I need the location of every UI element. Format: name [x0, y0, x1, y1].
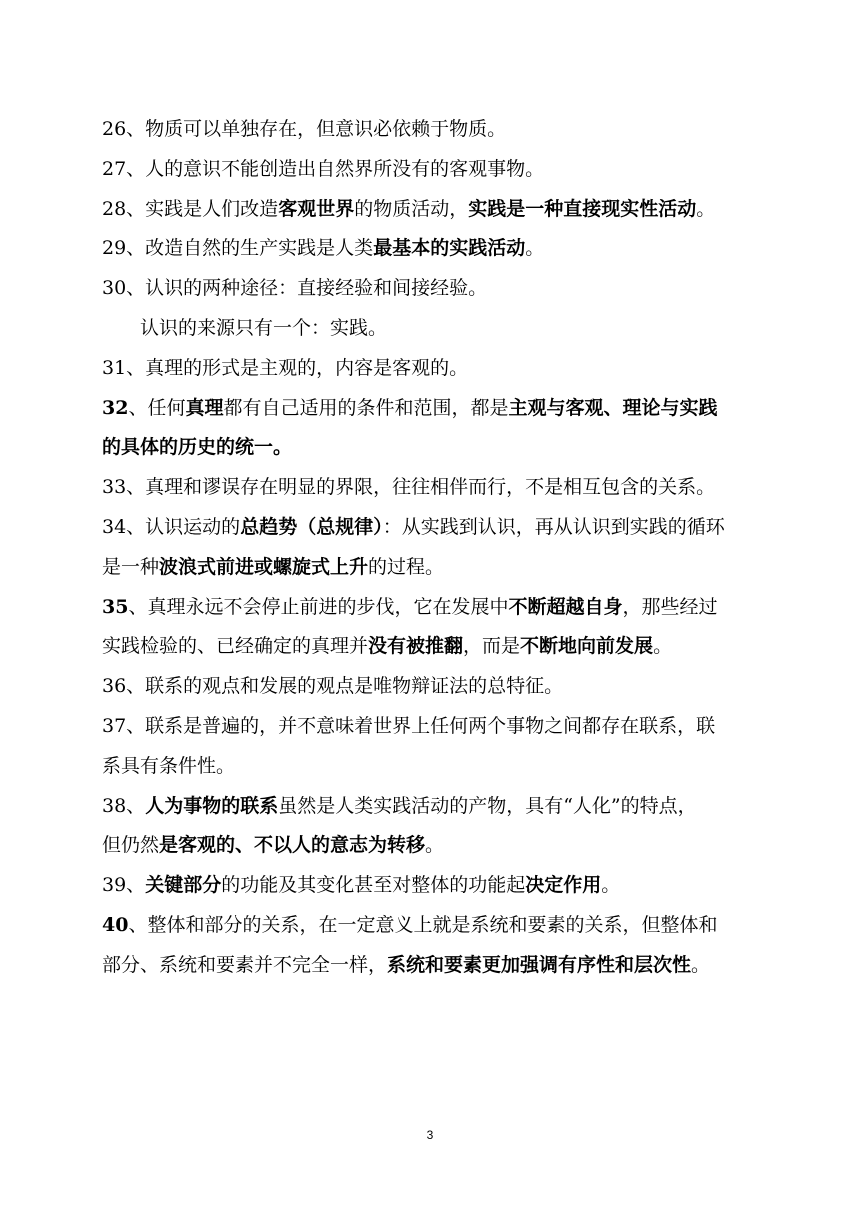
bold-text: 主观与客观、理论与实践 [508, 396, 718, 419]
bold-text: 35 [102, 595, 129, 618]
bold-text: 不断地向前发展 [520, 635, 654, 658]
text-run: 28、实践是人们改造 [102, 197, 279, 220]
bold-text: 系统和要素更加强调有序性和层次性 [387, 953, 692, 976]
text-run: 都有自己适用的条件和范围，都是 [223, 396, 509, 419]
text-run: 。 [425, 834, 445, 857]
text-run: 38、 [102, 794, 146, 817]
text-run: 29、改造自然的生产实践是人类 [102, 237, 374, 260]
page-number: 3 [426, 1128, 434, 1142]
text-run: 27、人的意识不能创造出自然界所没有的客观事物。 [102, 157, 545, 180]
text-run: 实践检验的、已经确定的真理并 [102, 635, 369, 658]
text-run: 部分、系统和要素并不完全一样， [102, 953, 388, 976]
bold-text: 关键部分 [145, 874, 222, 897]
text-line-l34a [102, 508, 767, 548]
text-run: 、整体和部分的关系，在一定意义上就是系统和要素的关系，但整体和 [128, 913, 718, 936]
bold-text: 40 [102, 913, 129, 936]
text-line-l29 [102, 229, 767, 269]
bold-text: 决定作用 [525, 874, 602, 897]
text-line-l33 [102, 468, 767, 508]
bold-text: 人为事物的联系 [145, 794, 279, 817]
text-run: 是一种 [102, 555, 160, 578]
text-line-l35a [102, 588, 767, 628]
text-run: 。 [696, 197, 716, 220]
text-run: 31、真理的形式是主观的，内容是客观的。 [102, 356, 469, 379]
text-line-l38b [102, 826, 767, 866]
text-line-l27 [102, 150, 767, 190]
text-run: 、真理永远不会停止前进的步伐，它在发展中 [128, 595, 509, 618]
document-body [102, 110, 767, 986]
text-line-l28 [102, 190, 767, 230]
text-run: 。 [525, 237, 545, 260]
text-run: 26、物质可以单独存在，但意识必依赖于物质。 [102, 118, 507, 140]
text-line-l30b [102, 309, 767, 349]
text-run: ：从实践到认识，再从认识到实践的循环 [382, 515, 725, 538]
text-line-l32a [102, 389, 767, 429]
text-line-l40a [102, 906, 767, 946]
text-run: 33、真理和谬误存在明显的界限，往往相伴而行，不是相互包含的关系。 [102, 476, 716, 499]
text-run: 的过程。 [368, 555, 445, 578]
bold-text: 真理 [185, 396, 224, 419]
text-line-l34b [102, 548, 767, 588]
bold-text: 客观世界 [278, 197, 355, 220]
text-line-l38a [102, 787, 767, 827]
text-line-l36 [102, 667, 767, 707]
text-run: 39、 [102, 874, 146, 897]
text-run: ，那些经过 [622, 595, 718, 618]
text-run: 但仍然 [102, 834, 160, 857]
text-line-l35b [102, 627, 767, 667]
bold-text: 是客观的、不以人的意志为转移 [159, 834, 426, 857]
text-run: 虽然是人类实践活动的产物，具有“人化”的特点， [278, 794, 697, 817]
bold-text: 32 [102, 396, 129, 419]
bold-text: 不断超越自身 [508, 595, 623, 618]
bold-text: 总趋势（总规律） [240, 515, 383, 538]
text-run: 36、联系的观点和发展的观点是唯物辩证法的总特征。 [102, 675, 564, 698]
text-run: 。 [601, 874, 621, 897]
text-run: 的物质活动， [354, 197, 469, 220]
bold-text: 最基本的实践活动 [373, 237, 526, 260]
text-run: 34、认识运动的 [102, 515, 241, 538]
text-run: 。 [691, 953, 711, 976]
text-line-l31 [102, 349, 767, 389]
text-run: 、任何 [128, 396, 186, 419]
bold-text: 实践是一种直接现实性活动 [468, 197, 697, 220]
text-line-l37b [102, 747, 767, 787]
text-line-l39 [102, 866, 767, 906]
text-line-l37a [102, 707, 767, 747]
text-run: ，而是 [463, 635, 521, 658]
text-run: 的功能及其变化甚至对整体的功能起 [221, 874, 526, 897]
bold-text: 没有被推翻 [368, 635, 464, 658]
text-line-l26 [102, 110, 767, 150]
text-run: 37、联系是普遍的，并不意味着世界上任何两个事物之间都存在联系，联 [102, 714, 716, 737]
text-line-l40b [102, 946, 767, 986]
text-run: 认识的来源只有一个：实践。 [140, 316, 388, 339]
text-run: 系具有条件性。 [102, 754, 236, 777]
bold-text: 波浪式前进或螺旋式上升 [159, 555, 369, 578]
text-run: 。 [653, 635, 673, 658]
text-line-l32b [102, 428, 767, 468]
bold-text: 的具体的历史的统一。 [102, 436, 293, 459]
text-line-l30 [102, 269, 767, 309]
text-run: 30、认识的两种途径：直接经验和间接经验。 [102, 277, 488, 300]
